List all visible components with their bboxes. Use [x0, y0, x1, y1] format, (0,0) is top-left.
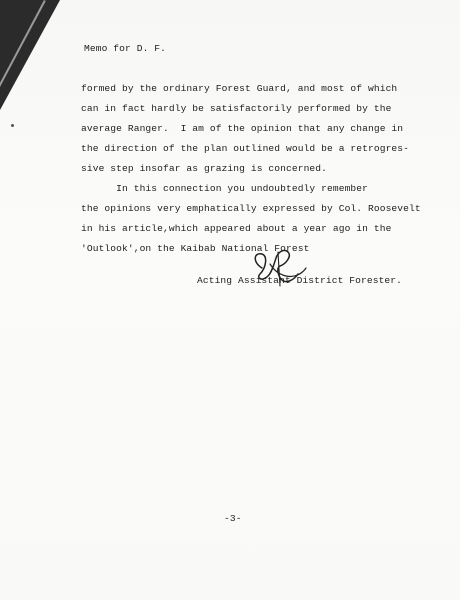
page-number: -3-: [224, 513, 242, 524]
signature-title: Acting Assistant District Forester.: [197, 275, 403, 286]
body-line: 'Outlook',on the Kaibab National Forest: [81, 243, 310, 254]
body-line: in his article,which appeared about a year ago in the: [81, 223, 392, 234]
body-line: the opinions very emphatically expressed by Col. Roosevelt: [81, 203, 421, 214]
body-line: the direction of the plan outlined would be a retrogres-: [81, 143, 410, 154]
body-line: sive step insofar as grazing is concerned.: [81, 163, 328, 174]
body-line: formed by the ordinary Forest Guard, and most of which: [81, 83, 398, 94]
body-line: average Ranger. I am of the opinion that any change in: [81, 123, 404, 134]
folded-corner: [0, 0, 60, 110]
body-line: can in fact hardly be satisfactorily performed by the: [81, 103, 392, 114]
body-line: In this connection you undoubtedly remember: [81, 183, 369, 194]
memo-heading: Memo for D. F.: [84, 43, 167, 54]
stray-ink-mark: [11, 124, 14, 127]
